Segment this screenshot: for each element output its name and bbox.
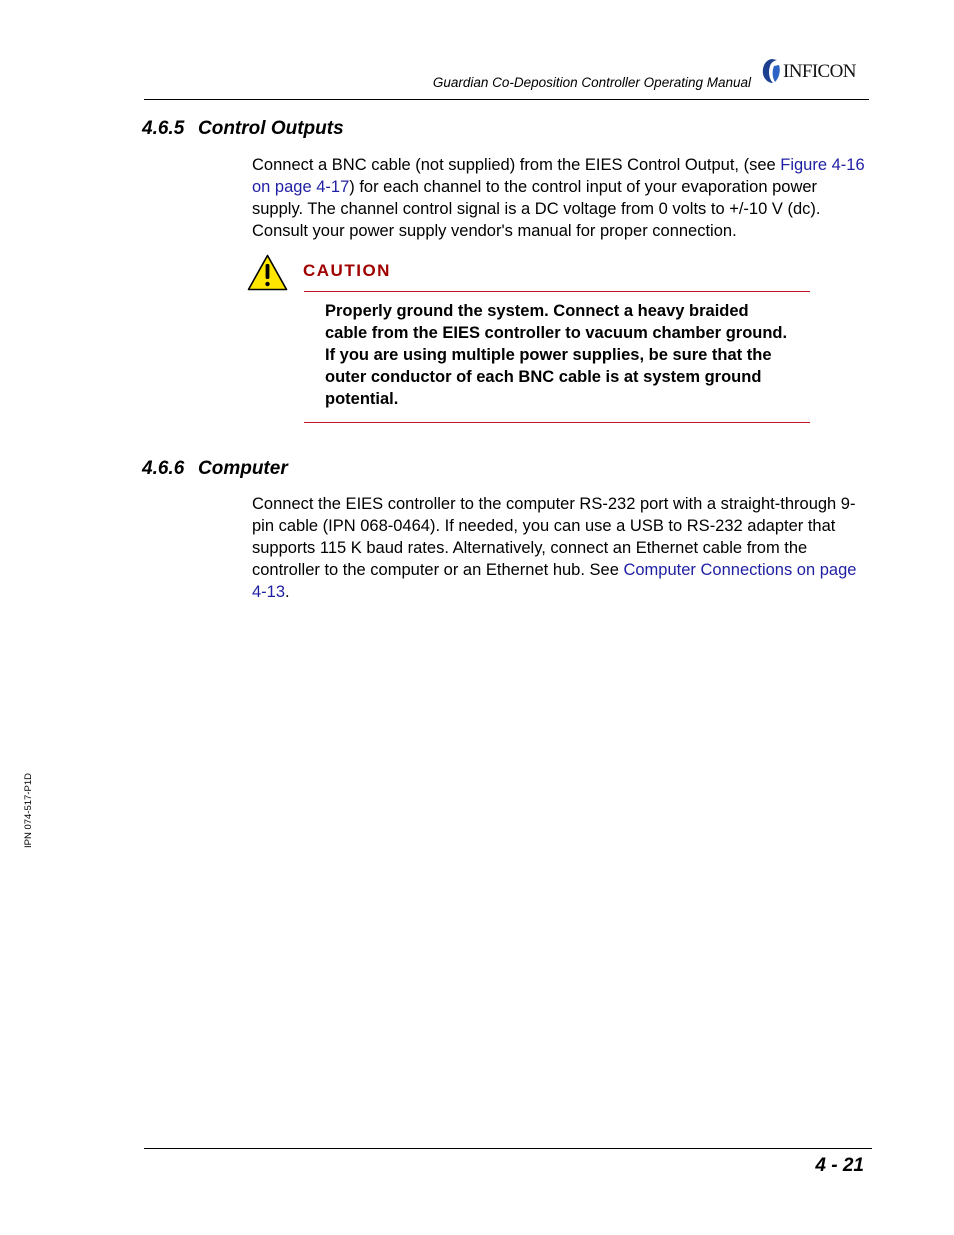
page-number: 4 - 21: [815, 1155, 864, 1176]
section-number: 4.6.6: [142, 458, 185, 479]
computer-connections-link[interactable]: Computer Connections on page 4-13: [252, 561, 857, 601]
paragraph-text: Connect a BNC cable (not supplied) from the EIES Control Output, (see: [252, 156, 781, 174]
figure-4-16-link[interactable]: Figure 4-16 on page 4-17: [252, 156, 865, 196]
logo-text: INFICON: [783, 61, 856, 82]
caution-label: CAUTION: [303, 261, 391, 280]
caution-bottom-rule: [304, 422, 810, 423]
ipn-side-label: IPN 074-517-P1D: [23, 773, 34, 848]
section-title: Control Outputs: [198, 118, 344, 139]
header-divider: [144, 99, 869, 100]
section-title: Computer: [198, 458, 288, 479]
caution-text: Properly ground the system. Connect a heavy braided cable from the EIES controller to vacuum chamber ground. If you are using multiple power supplies, be sure that the outer conductor of each BNC cable is at system ground potential.: [325, 302, 788, 408]
warning-triangle-icon: [247, 254, 288, 291]
inficon-logo: [760, 58, 856, 84]
control-outputs-paragraph: [252, 154, 870, 242]
caution-top-rule: [304, 291, 810, 292]
section-heading-computer: [142, 458, 288, 480]
section-number: 4.6.5: [142, 118, 185, 139]
computer-paragraph: [252, 493, 870, 603]
footer-divider: [144, 1148, 872, 1149]
paragraph-text: .: [285, 583, 290, 601]
paragraph-text: Connect the EIES controller to the computer RS-232 port with a straight-through 9-pin cable (IPN 068-0464). If needed, you can use a USB to RS-232 adapter that supports 115 K baud rates. Alternatively, connect an Ethernet cable from the controller to the computer or an Ethernet hub. See: [252, 495, 856, 579]
section-heading-control-outputs: [142, 118, 344, 140]
paragraph-text: ) for each channel to the control input of your evaporation power supply. The channel control signal is a DC voltage from 0 volts to +/-10 V (dc). Consult your power supply vendor's manual for proper connection.: [252, 178, 821, 240]
running-header-title: Guardian Co-Deposition Controller Operating Manual: [432, 75, 751, 90]
inficon-logo-icon: [760, 58, 782, 84]
